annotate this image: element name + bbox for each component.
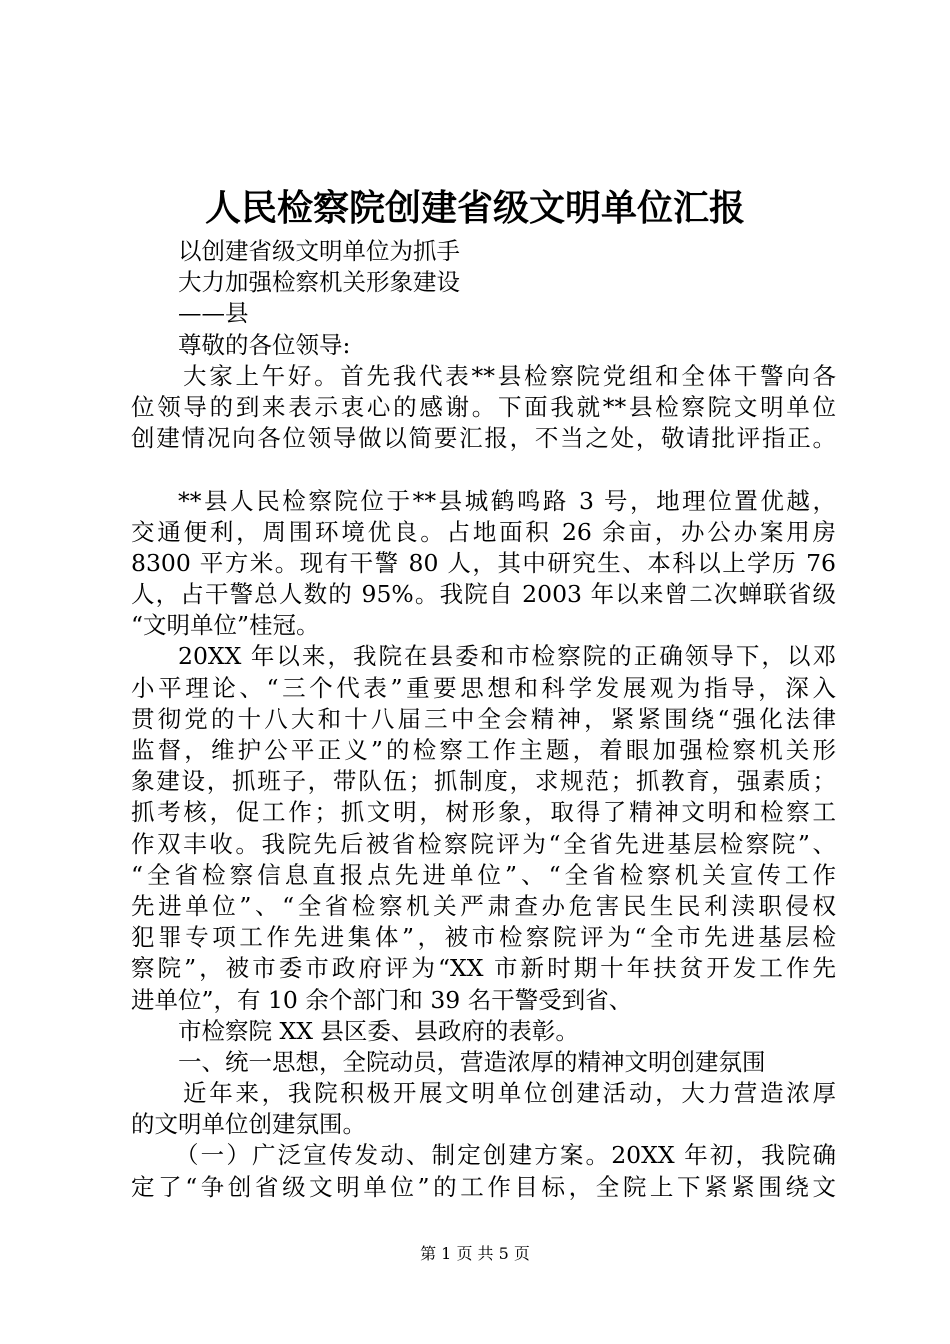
paragraph-line: 位领导的到来表示衷心的感谢。下面我就**县检察院文明单位 xyxy=(131,392,836,421)
page-footer: 第 1 页 共 5 页 xyxy=(420,1244,530,1263)
paragraph-line: 抓考核，促工作；抓文明，树形象，取得了精神文明和检察工 xyxy=(131,798,836,827)
paragraph-line: 定了“争创省级文明单位”的工作目标，全院上下紧紧围绕文 xyxy=(131,1172,836,1201)
paragraph-line: 近年来，我院积极开展文明单位创建活动，大力营造浓厚 xyxy=(183,1079,836,1108)
blank-line xyxy=(131,454,836,485)
paragraph-line: 先进单位”、“全省检察机关严肃查办危害民生民利渎职侵权 xyxy=(131,891,836,920)
paragraph-line: 的文明单位创建氛围。 xyxy=(131,1110,366,1139)
document-title: 人民检察院创建省级文明单位汇报 xyxy=(204,187,745,229)
paragraph-line: “文明单位”桂冠。 xyxy=(131,611,320,640)
paragraph-line: **县人民检察院位于**县城鹤鸣路 3 号，地理位置优越， xyxy=(178,486,836,515)
salutation: 尊敬的各位领导: xyxy=(178,330,351,359)
paragraph-line: 小平理论、“三个代表”重要思想和科学发展观为指导，深入 xyxy=(131,673,836,702)
document-body xyxy=(131,236,836,1203)
paragraph-line: 市检察院 XX 县区委、县政府的表彰。 xyxy=(178,1016,579,1045)
subtitle-line-2: 大力加强检察机关形象建设 xyxy=(178,268,460,297)
paragraph-line: 监督，维护公平正义”的检察工作主题，着眼加强检察机关形 xyxy=(131,736,836,764)
paragraph-line: 创建情况向各位领导做以简要汇报，不当之处，敬请批评指正。 xyxy=(131,424,836,453)
subsection-line: （一）广泛宣传发动、制定创建方案。20XX 年初，我院确 xyxy=(175,1141,836,1170)
paragraph-line: 作双丰收。我院先后被省检察院评为“全省先进基层检察院”、 xyxy=(131,829,836,858)
subtitle-line-1: 以创建省级文明单位为抓手 xyxy=(178,237,460,265)
paragraph-line: 象建设，抓班子，带队伍；抓制度，求规范；抓教育，强素质； xyxy=(131,767,836,796)
paragraph-line: 犯罪专项工作先进集体”，被市检察院评为“全市先进基层检 xyxy=(131,923,836,952)
paragraph-line: 贯彻党的十八大和十八届三中全会精神，紧紧围绕“强化法律 xyxy=(131,704,836,733)
subtitle-author: ——县 xyxy=(178,299,249,328)
paragraph-line: 20XX 年以来，我院在县委和市检察院的正确领导下，以邓 xyxy=(178,642,836,671)
paragraph-line: “全省检察信息直报点先进单位”、“全省检察机关宣传工作 xyxy=(131,860,836,889)
paragraph-line: 人，占干警总人数的 95%。我院自 2003 年以来曾二次蝉联省级 xyxy=(131,580,836,609)
paragraph-line: 交通便利，周围环境优良。占地面积 26 余亩，办公办案用房 xyxy=(131,517,836,546)
paragraph-line: 进单位”，有 10 余个部门和 39 名干警受到省、 xyxy=(131,985,633,1014)
section-heading: 一、统一思想，全院动员，营造浓厚的精神文明创建氛围 xyxy=(178,1047,766,1076)
paragraph-line: 察院”，被市委市政府评为“XX 市新时期十年扶贫开发工作先 xyxy=(131,954,836,983)
paragraph-line: 大家上午好。首先我代表**县检察院党组和全体干警向各 xyxy=(183,361,836,390)
paragraph-line: 8300 平方米。现有干警 80 人，其中研究生、本科以上学历 76 xyxy=(131,548,836,577)
